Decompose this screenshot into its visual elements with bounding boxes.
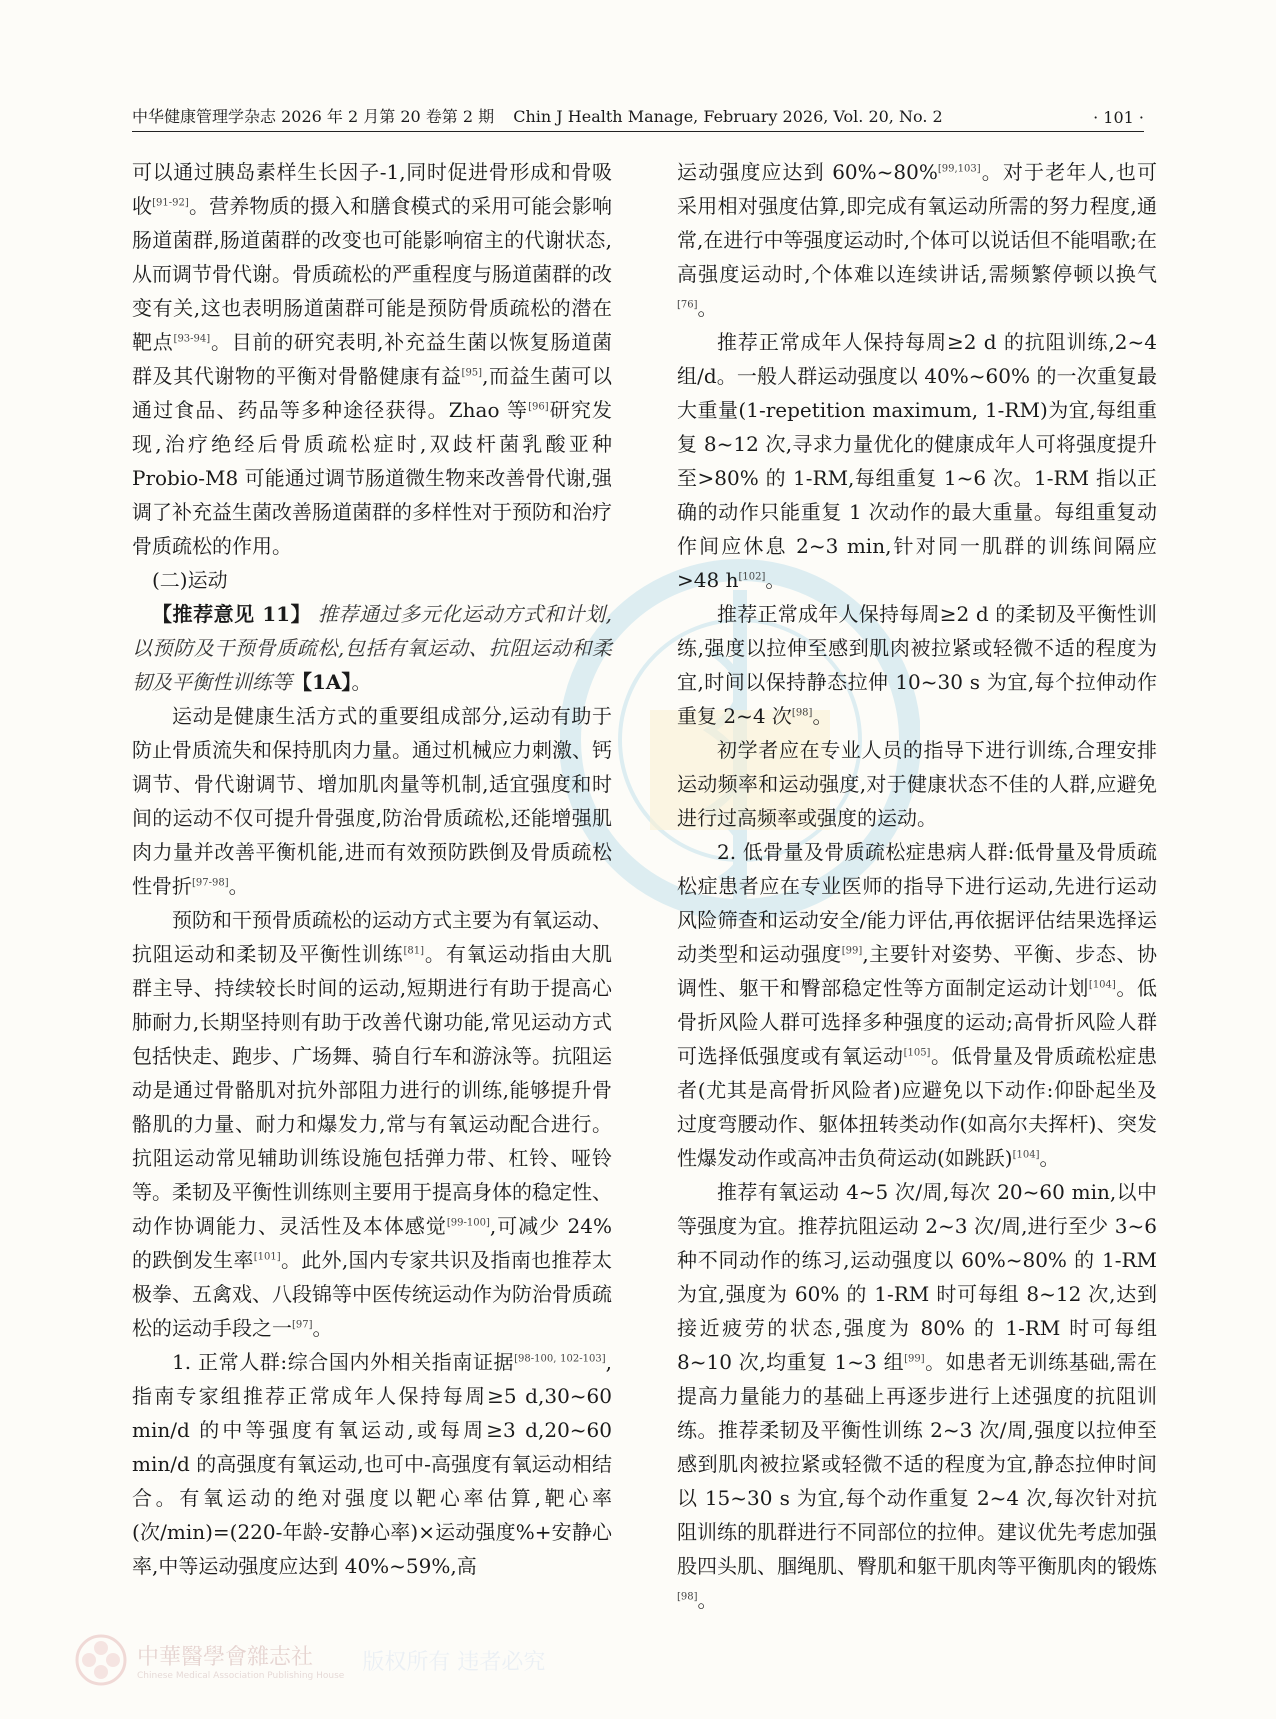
publisher-name-en: Chinese Medical Association Publishing House xyxy=(137,1670,345,1681)
paragraph: 推荐正常成年人保持每周≥2 d 的柔韧及平衡性训练,强度以拉伸至感到肌肉被拉紧或轻微不适的程度为宜,时间以保持静态拉伸 10~30 s 为宜,每个拉伸动作重复 2~4 次[98]。 xyxy=(677,602,1157,728)
left-column xyxy=(132,155,612,1583)
paragraph: 推荐有氧运动 4~5 次/周,每次 20~60 min,以中等强度为宜。推荐抗阻运动 2~3 次/周,进行至少 3~6 种不同动作的练习,运动强度以 60%~80% 的 1-RM 为宜,强度为 60% 的 1-RM 时可每组 8~12 次,达到接近疲劳的状态,强度为 80% 的 1-RM 时可每组 8~10 次,均重复 1~3 组[99]。如患者无训练基础,需在提高力量能力的基础上再逐步进行上述强度的抗阻训练。推荐柔韧及平衡性训练 2~3 次/周,强度以拉伸至感到肌肉被拉紧或轻微不适的程度为宜,静态拉伸时间以 15~30 s 为宜,每个动作重复 2~4 次,每次针对抗阻训练的肌群进行不同部位的拉伸。建议优先考虑加强股四头肌、腘绳肌、臀肌和躯干肌肉等平衡肌肉的锻炼[98]。 xyxy=(677,1180,1158,1612)
paragraph: 1. 正常人群:综合国内外相关指南证据[98-100, 102-103],指南专家组推荐正常成年人保持每周≥5 d,30~60 min/d 的中等强度有氧运动,或每周≥3 d,20~60 min/d 的高强度有氧运动,也可中-高强度有氧运动相结合。有氧运动的绝对强度以靶心率估算,靶心率(次/min)=(220-年龄-安静心率)×运动强度%+安静心率,中等运动强度应达到 40%~59%,高 xyxy=(132,1350,612,1578)
right-column xyxy=(677,155,1157,1617)
paragraph: 初学者应在专业人员的指导下进行训练,合理安排运动频率和运动强度,对于健康状态不佳的人群,应避免进行过高频率或强度的运动。 xyxy=(677,738,1157,830)
paragraph: 可以通过胰岛素样生长因子-1,同时促进骨形成和骨吸收[91-92]。营养物质的摄入和膳食模式的采用可能会影响肠道菌群,肠道菌群的改变也可能影响宿主的代谢状态,从而调节骨代谢。骨质疏松的严重程度与肠道菌群的改变有关,这也表明肠道菌群可能是预防骨质疏松的潜在靶点[93-94]。目前的研究表明,补充益生菌以恢复肠道菌群及其代谢物的平衡对骨骼健康有益[95],而益生菌可以通过食品、药品等多种途径获得。Zhao 等[96]研究发现,治疗绝经后骨质疏松症时,双歧杆菌乳酸亚种Probio-M8 可能通过调节肠道微生物来改善骨代谢,强调了补充益生菌改善肠道菌群的多样性对于预防和治疗骨质疏松的作用。 xyxy=(132,160,613,558)
page-number: · 101 · xyxy=(1093,108,1144,127)
section-heading: (二)运动 xyxy=(152,568,228,592)
copyright-stamp: 版权所有 违者必究 xyxy=(362,1649,546,1675)
paragraph: 2. 低骨量及骨质疏松症患病人群:低骨量及骨质疏松症患者应在专业医师的指导下进行运动,先进行运动风险筛查和运动安全/能力评估,再依据评估结果选择运动类型和运动强度[99],主要针对姿势、平衡、步态、协调性、躯干和臀部稳定性等方面制定运动计划[104]。低骨折风险人群可选择多种强度的运动;高骨折风险人群可选择低强度或有氧运动[105]。低骨量及骨质疏松症患者(尤其是高骨折风险者)应避免以下动作:仰卧起坐及过度弯腰动作、躯体扭转类动作(如高尔夫挥杆)、突发性爆发动作或高冲击负荷运动(如跳跃)[104]。 xyxy=(677,840,1158,1170)
publisher-name-cn: 中華醫學會雜志社 xyxy=(137,1644,314,1670)
journal-title-en: Chin J Health Manage, February 2026, Vol. 20, No. 2 xyxy=(513,107,943,126)
running-header xyxy=(132,100,1144,132)
paragraph: 运动强度应达到 60%~80%[99,103]。对于老年人,也可采用相对强度估算,即完成有氧运动所需的努力程度,通常,在进行中等强度运动时,个体可以说话但不能唱歌;在高强度运动时,个体难以连续讲话,需频繁停顿以换气[76]。 xyxy=(677,160,1157,320)
paragraph: 预防和干预骨质疏松的运动方式主要为有氧运动、抗阻运动和柔韧及平衡性训练[81]。有氧运动指由大肌群主导、持续较长时间的运动,短期进行有助于提高心肺耐力,长期坚持则有助于改善代谢功能,常见运动方式包括快走、跑步、广场舞、骑自行车和游泳等。抗阻运动是通过骨骼肌对抗外部阻力进行的训练,能够提升骨骼肌的力量、耐力和爆发力,常与有氧运动配合进行。抗阻运动常见辅助训练设施包括弹力带、杠铃、哑铃等。柔韧及平衡性训练则主要用于提高身体的稳定性、动作协调能力、灵活性及本体感觉[99-100],可减少 24% 的跌倒发生率[101]。此外,国内专家共识及指南也推荐太极拳、五禽戏、八段锦等中医传统运动作为防治骨质疏松的运动手段之一[97]。 xyxy=(132,908,613,1340)
flower-seal-icon xyxy=(75,1634,127,1686)
paragraph: 推荐正常成年人保持每周≥2 d 的抗阻训练,2~4 组/d。一般人群运动强度以 40%~60% 的一次重复最大重量(1-repetition maximum, 1-RM)为宜,每组重复 8~12 次,寻求力量优化的健康成年人可将强度提升至>80% 的 1-RM,每组重复 1~6 次。1-RM 指以正确的动作只能重复 1 次动作的最大重量。每组重复动作间应休息 2~3 min,针对同一肌群的训练间隔应>48 h[102]。 xyxy=(677,330,1157,592)
journal-title-cn: 中华健康管理学杂志 2026 年 2 月第 20 卷第 2 期 xyxy=(132,107,495,126)
recommendation-11: 【推荐意见 11】 推荐通过多元化运动方式和计划,以预防及干预骨质疏松,包括有氧运动、抗阻运动和柔韧及平衡性训练等【1A】。 xyxy=(132,602,613,694)
paragraph: 运动是健康生活方式的重要组成部分,运动有助于防止骨质流失和保持肌肉力量。通过机械应力刺激、钙调节、骨代谢调节、增加肌肉量等机制,适宜强度和时间的运动不仅可提升骨强度,防治骨质疏松,还能增强肌肉力量并改善平衡机能,进而有效预防跌倒及骨质疏松性骨折[97-98]。 xyxy=(132,704,612,898)
journal-info xyxy=(132,104,957,127)
publisher-logo xyxy=(75,1625,555,1695)
